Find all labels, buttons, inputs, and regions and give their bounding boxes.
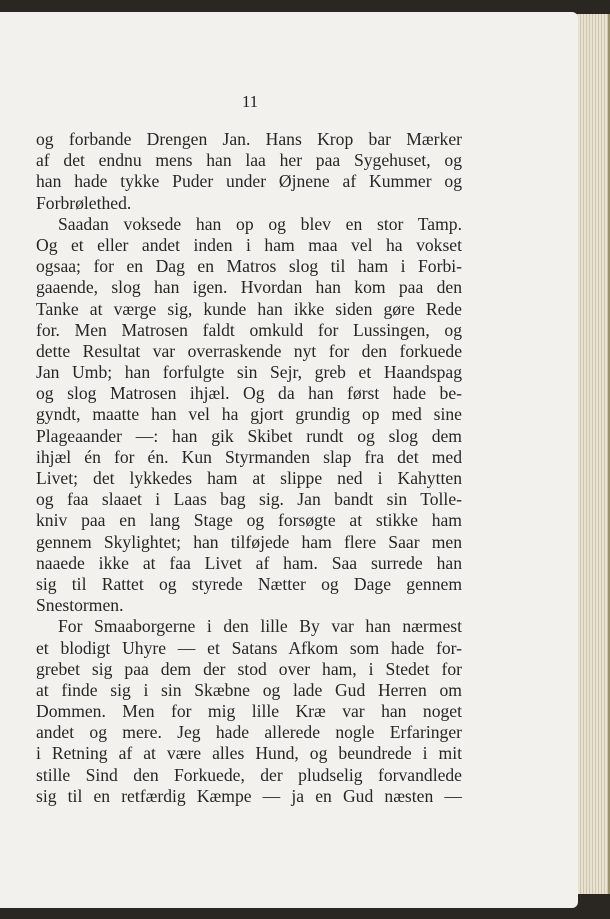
text-line: og faa slaaet i Laas bag sig. Jan bandt sin Tolle- — [36, 489, 462, 510]
text-line: kniv paa en lang Stage og forsøgte at stikke ham — [36, 510, 462, 531]
text-line: at finde sig i sin Skæbne og lade Gud Herren om — [36, 679, 462, 700]
body-text — [36, 129, 462, 807]
text-line: ogsaa; for en Dag en Matros slog til ham i Forbi- — [36, 256, 462, 277]
text-line: og forbande Drengen Jan. Hans Krop bar Mærker — [36, 129, 462, 149]
book-page — [0, 12, 578, 908]
page-number: 11 — [241, 92, 259, 111]
text-line: Snestormen. — [36, 595, 124, 616]
text-line: gennem Skylightet; han tilføjede ham flere Saar men — [36, 531, 462, 552]
text-line: Forbrølethed. — [36, 192, 132, 213]
text-line: For Smaaborgerne i den lille By var han nærmest — [58, 616, 462, 637]
text-line: andet og mere. Jeg hade allerede nogle Erfaringer — [36, 722, 462, 743]
text-line: et blodigt Uhyre — et Satans Afkom som hade for- — [36, 637, 462, 658]
text-line: Jan Umb; han forfulgte sin Sejr, greb et Haandspag — [36, 362, 462, 383]
text-line: stille Sind den Forkuede, der pludselig forvandlede — [36, 764, 462, 785]
text-line: grebet sig paa dem der stod over ham, i Stedet for — [36, 658, 462, 679]
text-line: Saadan voksede han op og blev en stor Tamp. — [58, 213, 462, 234]
text-line: naaede ikke at faa Livet af ham. Saa surrede han — [36, 552, 462, 573]
text-line: sig til Rattet og styrede Nætter og Dage gennem — [36, 573, 462, 594]
text-line: af det endnu mens han laa her paa Sygehuset, og — [36, 150, 462, 171]
text-line: sig til en retfærdig Kæmpe — ja en Gud næsten — — [36, 785, 462, 806]
text-line: han hade tykke Puder under Øjnene af Kummer og — [36, 171, 462, 192]
text-line: Plageaander —: han gik Skibet rundt og slog dem — [36, 425, 462, 446]
text-line: Tanke at værge sig, kunde han ikke siden gøre Rede — [36, 298, 462, 319]
text-line: i Retning af at være alles Hund, og beundrede i mit — [36, 743, 462, 764]
text-line: og slog Matrosen ihjæl. Og da han først hade be- — [36, 383, 462, 404]
text-line: ihjæl én for én. Kun Styrmanden slap fra det med — [36, 446, 462, 467]
text-line: gyndt, maatte han vel ha gjort grundig op med sine — [36, 404, 462, 425]
text-line: dette Resultat var overraskende nyt for den forkuede — [36, 340, 462, 361]
text-line: gaaende, slog han igen. Hvordan han kom paa den — [36, 277, 462, 298]
text-line: Og et eller andet inden i ham maa vel ha vokset — [36, 234, 462, 255]
text-line: for. Men Matrosen faldt omkuld for Lussingen, og — [36, 319, 462, 340]
text-line: Livet; det lykkedes ham at slippe ned i Kahytten — [36, 468, 462, 488]
text-line: Dommen. Men for mig lille Kræ var han noget — [36, 701, 462, 722]
